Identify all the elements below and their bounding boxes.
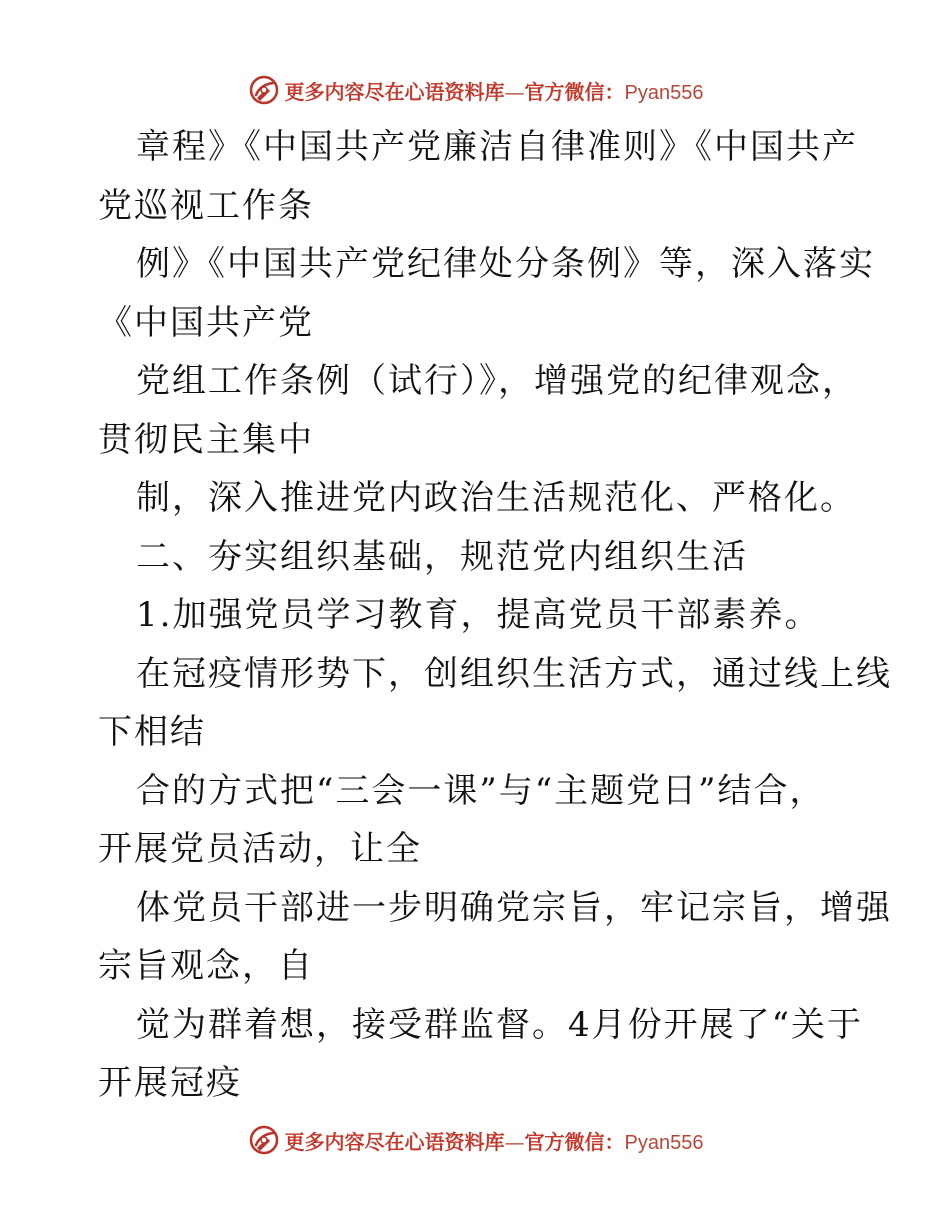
header-wechat-id: Pyan556	[624, 81, 704, 104]
footer-wechat-label: 官方微信：	[524, 1129, 625, 1154]
subsection-heading: 1.加强党员学习教育，提高党员干部素养。	[136, 595, 821, 635]
section-heading: 二、夯实组织基础，规范党内组织生活	[136, 536, 748, 577]
header-separator: —	[504, 79, 525, 104]
pen-logo-icon	[247, 73, 281, 107]
footer-site-name: 更多内容尽在心语资料库	[284, 1129, 505, 1154]
text-line: 党组工作条例（试行）》，增强党的纪律观念，	[136, 361, 858, 401]
text-line: 党巡视工作条	[98, 185, 314, 226]
footer-banner	[0, 1120, 950, 1160]
footer-separator: —	[504, 1129, 525, 1154]
header-site-name: 更多内容尽在心语资料库	[284, 79, 505, 104]
footer-wechat-id: Pyan556	[624, 1131, 704, 1154]
header-banner	[0, 70, 950, 110]
text-line: 在冠疫情形势下，创组织生活方式，通过线上线	[136, 653, 892, 694]
text-line: 觉为群着想，接受群监督。4月份开展了“关于	[136, 1004, 864, 1045]
text-line: 例》《中国共产党纪律处分条例》等，深入落实	[136, 244, 875, 284]
header-wechat-label: 官方微信：	[524, 79, 625, 104]
text-line: 下相结	[98, 712, 206, 752]
text-line: 合的方式把“三会一课”与“主题党日”结合，	[136, 770, 826, 811]
text-line: 体党员干部进一步明确党宗旨，牢记宗旨，增强	[136, 887, 892, 928]
text-line: 《中国共产党	[98, 302, 314, 343]
text-line: 开展冠疫	[98, 1063, 242, 1103]
text-line: 贯彻民主集中	[98, 419, 314, 460]
document-body	[98, 118, 892, 1113]
text-line: 章程》《中国共产党廉洁自律准则》《中国共产	[136, 127, 858, 167]
text-line: 开展党员活动，让全	[98, 829, 422, 869]
text-line: 宗旨观念，自	[98, 946, 314, 986]
text-line: 制，深入推进党内政治生活规范化、严格化。	[136, 478, 856, 518]
footer-banner-text	[285, 1126, 704, 1155]
header-banner-text	[285, 76, 704, 105]
pen-logo-icon	[247, 1123, 281, 1157]
